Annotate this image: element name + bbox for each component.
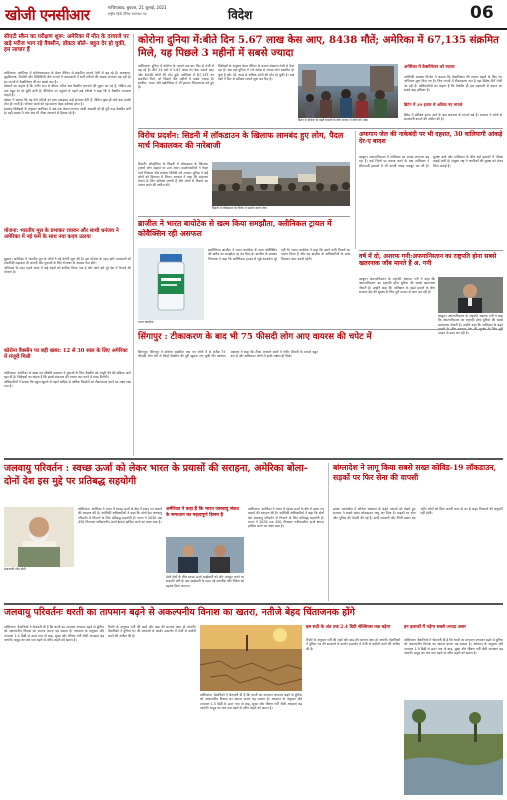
- brazil-body: ब्रासीलिया। ब्राजील ने भारत बायोटेक के साथ कोवैक्सिन की खरीद का समझौता रद्द कर दिया है। ब्राजील के स्वास्थ्य नियामक ने कहा कि क्लीनिकल ट्रायल से जुड़े दस्तावेज पूरे नहीं थे। भारत बायोटेक ने कहा कि उसने सभी नियमों का पालन किया है और वह ब्राजील के अधिकारियों के साथ मिलकर काम करती रहेगी।: [208, 248, 350, 261]
- brazil-caption: भारत बायोटेक: [138, 320, 154, 324]
- attack-headline: अफगान जेल की नाकेबंदी पर भी दहशत, 30 वालियागी आंकड़े देर-ए बादश: [359, 131, 503, 146]
- singapore-body: सिंगापुर। सिंगापुर में कोरोना संक्रमित पाए गए लोगों में से करीब 75 फीसदी लोग ऐसे थे जिन्हें वैक्सीन की पूरी खुराक लग चुकी थी। स्वास्थ्य मंत्रालय ने कहा कि टीका लगवाने वालों में गंभीर बीमारी के मामले बहुत कम हैं और अधिकतर लोगों में हल्के लक्षण ही दिखे।: [138, 350, 318, 359]
- rule-singapore: [138, 329, 503, 330]
- afghan-headline: वर्ष में दो, अशरफ गनी:अफगानिस्तान का राष्ट्रपति होना सबसे खतरनाक जॉब मानते हैं अ. गनी: [359, 253, 497, 268]
- rule-bottom: [4, 603, 503, 605]
- subline: राष्ट्रीय हिंदी दैनिक समाचार पत्र: [108, 12, 147, 16]
- climate-caption: प्रधानमंत्री नरेंद्र मोदी: [4, 567, 26, 571]
- top-story-photo: [298, 64, 398, 118]
- top-story-caption: ब्रिटेन में कोरोना के बढ़ते मामलों के बीच बाजार में लोगों की भीड़।: [298, 118, 369, 122]
- climate-quote-heading: अमेरिका ने कहा है कि भारत जलवायु संकट के समाधान का महत्वपूर्ण हिस्सा है: [166, 507, 239, 518]
- climate-photo: [4, 507, 74, 567]
- afghan-body-cont: काबुल। अफगानिस्तान के राष्ट्रपति अशरफ गनी ने कहा कि अफगानिस्तान का राष्ट्रपति होना दुनिया की सबसे खतरनाक नौकरी है। उन्होंने कहा कि तालिबान के बढ़ते ताकत से काम कर रही है।: [438, 314, 503, 336]
- left-sub2-p1: वाशिंगटन। अमेरिका के खाद्य एवं औषधि प्रशासन ने युवाओं के लिए वैक्सीन को मंजूरी देने की प्रक्रिया आगे बढ़ा दी है। विशेषज्ञों का कहना है कि इससे संक्रमण की रफ्तार कम करने में मदद मिलेगी।: [4, 371, 131, 380]
- column-rule-right: [355, 131, 356, 249]
- left-sub2-headline: कोरोना वैक्सीन पर बड़ी खबर: 12 से 30 साल के लिए अमेरिका में मंजूरी मिली: [4, 348, 128, 361]
- bottom-headline: जलवायु परिवर्तनः धरती का तापमान बढ़ने से अकल्पनीय विनाश का खतरा, नतीजे बेहद चिंताजनक होंगे: [4, 607, 355, 618]
- afghan-body: काबुल। अफगानिस्तान के राष्ट्रपति अशरफ गनी ने कहा कि अफगानिस्तान का राष्ट्रपति होना दुनिया की सबसे खतरनाक नौकरी है। उन्होंने कहा कि तालिबान के बढ़ते हमलों के बीच सरकार देश की सुरक्षा के लिए पूरी ताकत से काम कर रही है।: [359, 277, 435, 294]
- left-sub1-body: [4, 257, 131, 345]
- rule-afghan: [359, 250, 503, 251]
- protest-caption: सिडनी में लॉकडाउन के विरोध में प्रदर्शन करते लोग।: [212, 206, 268, 210]
- top-story-col2: विशेषज्ञों के अनुसार डेल्टा वैरिएंट के कारण संक्रमण तेजी से फैल रहा है। अब तक दुनिया में 19 करोड़ से ज्यादा लोग संक्रमित हो चुके हैं और 41 लाख से अधिक लोगों की मौत हो चुकी है। कई देशों ने फिर से प्रतिबंध लगाने शुरू कर दिए हैं।: [218, 64, 294, 81]
- top-story-col1: वाशिंगटन। दुनिया में कोरोना के मामले एक बार फिर से तेजी से बढ़ रहे हैं। बीते 24 घंटों में 5.67 लाख नए केस सामने आए और 8438 लोगों की मौत हुई। अमेरिका में 67,135 नए संक्रमित मिले, जो पिछले तीन महीनों में सबसे ज्यादा हैं। ब्राजील, भारत और इंडोनेशिया में भी हालात चिंताजनक बने हुए हैं।: [138, 64, 214, 90]
- top-story-headline: कोरोना दुनिया में:बीते दिन 5.67 लाख केस आए, 8438 मौतें; अमेरिका में 67,135 संक्रमित मिले, यह पिछले 3 महीनों में सबसे ज्यादा: [138, 34, 499, 59]
- protest-headline: विरोध प्रदर्शन: सिडनी में लॉकडाउन के खिलाफ लामबंद हुए लोग, पैदल मार्च निकालकर की नारेबाजी: [138, 130, 344, 150]
- left-sub2-body: [4, 371, 131, 451]
- climate-body-cont: वाशिंगटन। अमेरिका ने भारत में स्वच्छ ऊर्जा के क्षेत्र में उठाए गए कदमों की सराहना की है। अमेरिकी अधिकारियों ने कहा कि दोनों देश जलवायु परिवर्तन से निपटने के लिए प्रतिबद्ध सहयोगी हैं। भारत ने 2030 तक 450 गीगावाट नवीकरणीय ऊर्जा क्षमता हासिल करने का लक्ष्य रखा है।: [248, 507, 324, 529]
- masthead: [0, 0, 507, 30]
- climate-headline: जलवायु परिवर्तन : स्वच्छ ऊर्जा को लेकर भारत के प्रयासों की सराहना, अमेरिका बोला- दोनों देश इस मुद्दे पर प्रतिबद्ध सहयोगी: [4, 463, 308, 487]
- dateline: गाजियाबाद, बुधवार, 21 जुलाई, 2021: [108, 5, 167, 10]
- paper-name: खोजी एनसीआर: [5, 6, 90, 24]
- attack-body: काबुल। अफगानिस्तान में तालिबान का प्रभाव लगातार बढ़ रहा है। कई जिलों पर कब्जा करने के बाद तालिबान ने सीमावर्ती इलाकों में भी अपनी पकड़ मजबूत कर ली है। सुरक्षा बलों और तालिबान के बीच कई इलाकों में भीषण लड़ाई जारी है। संयुक्त राष्ट्र ने नागरिकों की सुरक्षा को लेकर चिंता जताई है।: [359, 155, 503, 168]
- officials-meeting-image: [166, 537, 244, 573]
- left-body-p1: वाशिंगटन। अमेरिका में कोरोनावायरस के डेल्टा वैरिएंट से संक्रमित मामले तेजी से बढ़ रहे हैं। अलबामा, लुइसियाना, मिसौरी और मिसिसिपी जैसे राज्यों में अस्पतालों में भर्ती मरीजों की संख्या लगातार बढ़ रही है। इन राज्यों में वैक्सीनेशन की दर सबसे कम है।: [4, 71, 131, 84]
- brazil-headline: ब्राजील ने भारत बायोटेक से खत्म किया समझौता, क्लीनिकल ट्रायल में कोवैक्सिन रही असफल: [138, 219, 332, 238]
- bangladesh-headline: बांग्लादेश ने लागू किया सबसे सख्त कोविड-19 लॉकडाउन, सड़कों पर फिर सेना की वापसी: [333, 463, 497, 482]
- left-body-p2: डॉक्टरों का कहना है कि गंभीर रूप से बीमार मरीज अब वैक्सीन लगवाने की गुहार कर रहे हैं, लेकिन तब तक बहुत देर हो चुकी होती है। वेंटिलेटर पर पहुंचने से पहले कई मरीजों ने कहा कि वे वैक्सीन लगवाना चाहते हैं।: [4, 84, 131, 98]
- column-rule: [133, 34, 134, 456]
- vaccine-vial-image: [138, 248, 204, 320]
- left-sub2-p2: अधिकारियों ने बताया कि स्कूल खुलने से पहले अधिक से अधिक किशोरों का टीकाकरण करने का लक्ष्य रखा गया है।: [4, 380, 132, 389]
- bottom-body-5: वाशिंगटन। वैज्ञानिकों ने चेतावनी दी है कि धरती का तापमान लगातार बढ़ने से दुनिया को अकल्पनीय विनाश का सामना करना पड़ सकता है। अध्ययन के अनुसार यदि तापमान 1.5 डिग्री से ऊपर गया तो बाढ़, सूखा और भीषण गर्मी जैसी आपदाएं बढ़ जाएंगी। समुद्र का जल स्तर बढ़ने से तटीय शहरों को खतरा है।: [404, 638, 503, 655]
- climate-photo-2: [166, 537, 244, 573]
- bottom-photo: [200, 625, 302, 691]
- flood-field-image: [404, 700, 503, 795]
- left-sub1-p2: अभियान के तहत पहले चरण में कई शहरों को शामिल किया गया है और आगे इसे पूरे देश में फैलाने की योजना है।: [4, 266, 131, 275]
- protest-body: सिडनी। ऑस्ट्रेलिया के सिडनी में लॉकडाउन के खिलाफ हजारों लोग सड़कों पर उतर आए। प्रदर्शनकारियों ने पैदल मार्च निकाला और सरकार विरोधी नारे लगाए। पुलिस ने कई लोगों को हिरासत में लिया। सरकार ने कहा कि संक्रमण रोकने के लिए प्रतिबंध जरूरी हैं और लोगों से नियमों का पालन करने की अपील की।: [138, 162, 208, 188]
- page-number: 06: [470, 3, 494, 23]
- left-body: [4, 71, 131, 225]
- bottom-body-3: वाशिंगटन। वैज्ञानिकों ने चेतावनी दी है कि धरती का तापमान लगातार बढ़ने से दुनिया को अकल्पनीय विनाश का सामना करना पड़ सकता है। अध्ययन के अनुसार यदि तापमान 1.5 डिग्री से ऊपर गया तो बाढ़, सूखा और भीषण गर्मी जैसी आपदाएं बढ़ जाएंगी। समुद्र का जल स्तर बढ़ने से तटीय शहरों को खतरा है।: [200, 693, 302, 710]
- climate-body: वाशिंगटन। अमेरिका ने भारत में स्वच्छ ऊर्जा के क्षेत्र में उठाए गए कदमों की सराहना की है। अमेरिकी अधिकारियों ने कहा कि दोनों देश जलवायु परिवर्तन से निपटने के लिए प्रतिबद्ध सहयोगी हैं। भारत ने 2030 तक 450 गीगावाट नवीकरणीय ऊर्जा क्षमता हासिल करने का लक्ष्य रखा है।: [78, 507, 162, 524]
- singapore-headline: सिंगापुर : टीकाकरण के बाद भी 75 फीसदी लोग आए वायरस की चपेट में: [138, 332, 372, 342]
- rule-mid-page: [4, 458, 503, 460]
- brazil-photo: [138, 248, 204, 320]
- afghan-photo: [438, 277, 503, 313]
- left-column: [4, 34, 131, 456]
- column-rule-climate: [328, 463, 329, 601]
- drought-landscape-image: [200, 625, 302, 691]
- bangladesh-body: ढाका। बांग्लादेश में कोरोना संक्रमण के बढ़ते मामलों को देखते हुए सरकार ने सबसे सख्त लॉकडाउन लागू कर दिया है। सड़कों पर सेना और पुलिस की तैनाती की गई है। सभी सरकारी और निजी दफ्तर बंद रहेंगे। लोगों को बिना जरूरी काम के घर से बाहर निकलने की अनुमति नहीं होगी।: [333, 507, 503, 520]
- top-side-body-2: ब्रिटेन में प्रतिबंध हटाए जाने के बाद संक्रमण के मामले बढ़े हैं। सरकार ने लोगों से सावधानी बरतने की अपील की है।: [404, 113, 502, 122]
- top-side-heading-2: ब्रिटेन में 39 हजार से अधिक नए मामले: [404, 102, 463, 107]
- rule-protest: [138, 216, 350, 217]
- left-sub1-headline: योजना: भारतीय मूल के प्रभाकर राघवन और साथी धनंजय ने अमेरिका में नई फर्म के साथ नया कदम उठाया: [4, 228, 119, 241]
- top-side-heading: अमेरिका में वैक्सीनेशन को रफ्तार: [404, 64, 455, 69]
- bottom-body-2: रिपोर्ट के अनुसार गर्मी की लहरें और बाढ़ की घटनाएं आम हो जाएंगी। वैज्ञानिकों ने दुनिया भर की सरकारों से कार्बन उत्सर्जन में तेजी से कटौती करने की अपील की है।: [108, 625, 196, 638]
- section-title: विदेश: [228, 8, 253, 22]
- left-headline: सीएटी स्कैन का परीक्षण शुरू: अमेरिका में मौत के दरवाजे पर खड़े मरीज भाग रहे वैक्सीन, डॉक्टर बोले- बहुत देर हो चुकी, हम लाचार हैं: [4, 34, 129, 54]
- climate-quote-body: दोनों देशों के बीच स्वच्छ ऊर्जा साझेदारी को और मजबूत करने पर सहमति बनी है। इस साझेदारी के तहत नई तकनीक और निवेश को बढ़ावा दिया जाएगा।: [166, 575, 244, 588]
- bottom-body: वाशिंगटन। वैज्ञानिकों ने चेतावनी दी है कि धरती का तापमान लगातार बढ़ने से दुनिया को अकल्पनीय विनाश का सामना करना पड़ सकता है। अध्ययन के अनुसार यदि तापमान 1.5 डिग्री से ऊपर गया तो बाढ़, सूखा और भीषण गर्मी जैसी आपदाएं बढ़ जाएंगी। समुद्र का जल स्तर बढ़ने से तटीय शहरों को खतरा है।: [4, 625, 104, 642]
- left-body-p3: डॉक्टर ने बताया कि वह ऐसे मरीजों का हाथ पकड़कर उन्हें सांत्वना देती हैं, लेकिन कुछ ही घंटों बाद उनकी मौत हो जाती है। परिवार वालों को यह बताना बेहद दर्दनाक होता है।: [4, 97, 131, 107]
- bottom-sub-heading-2: इन इलाकों में पड़ेगा सबसे ज्यादा असर: [404, 625, 466, 630]
- top-side-body: अमेरिकी स्वास्थ्य विभाग ने बताया कि वैक्सीनेशन की रफ्तार बढ़ाने के लिए नए अभियान शुरू किए गए हैं। जिन राज्यों में टीकाकरण कम है वहां विशेष टीमें भेजी जा रही हैं। अधिकारियों का कहना है कि वैक्सीन ही इस महामारी से बचाव का सबसे बड़ा हथियार है।: [404, 75, 502, 92]
- modi-portrait: [4, 507, 74, 567]
- protest-crowd-image: [212, 162, 350, 206]
- rule-top-story: [138, 128, 503, 129]
- bottom-photo-2: [404, 700, 503, 795]
- left-body-p4: स्वास्थ्य विशेषज्ञों के अनुसार अमेरिका में अब तक केवल लगभग आधी आबादी को ही पूरी तरह वैक्सीन लगी है। बड़ी संख्या में लोग अब भी टीका लगवाने से हिचक रहे हैं।: [4, 107, 131, 116]
- ashraf-ghani-portrait: [438, 277, 503, 313]
- crowd-street-image: [298, 64, 398, 118]
- bottom-sub-heading: इस सदी के अंत तक 2.4 डिग्री सेल्सियस तक बढ़ेगा: [306, 625, 391, 630]
- bottom-body-4: रिपोर्ट के अनुसार गर्मी की लहरें और बाढ़ की घटनाएं आम हो जाएंगी। वैज्ञानिकों ने दुनिया भर की सरकारों से कार्बन उत्सर्जन में तेजी से कटौती करने की अपील की है।: [306, 638, 400, 651]
- protest-photo: [212, 162, 350, 206]
- left-sub1-p1: ह्यूस्टन। अमेरिका में भारतीय मूल के लोगों ने नई कंपनी शुरू की है। इस योजना के तहत छोटे व्यवसायों को तकनीकी सहायता दी जाएगी और युवाओं के लिए रोजगार के अवसर पैदा होंगे।: [4, 257, 131, 266]
